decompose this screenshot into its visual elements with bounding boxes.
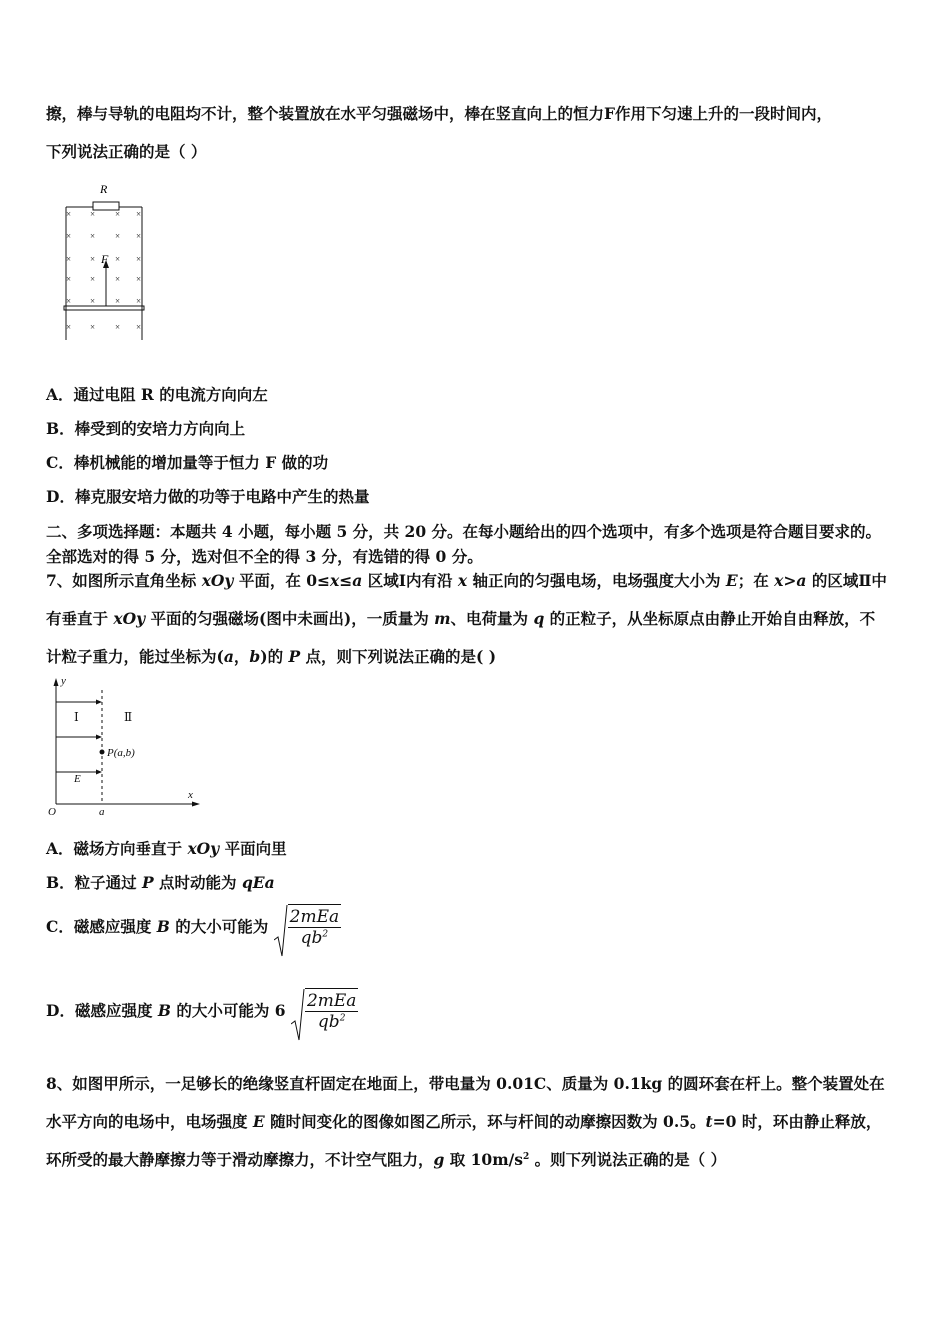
section2-header-line1: 二、多项选择题：本题共 4 小题，每小题 5 分，共 20 分。在每小题给出的四个选项中，有多个选项是符合题目要求的。 (46, 522, 882, 541)
q7-option-a: A．磁场方向垂直于 xOy 平面向里 (46, 839, 287, 858)
q7-fig-y-label: y (61, 676, 66, 687)
svg-text:×: × (90, 231, 96, 241)
svg-text:×: × (90, 209, 96, 219)
svg-text:×: × (90, 296, 96, 306)
svg-text:×: × (136, 296, 142, 306)
q6-fig-label-F: F (101, 252, 109, 266)
svg-text:×: × (66, 209, 72, 219)
svg-text:×: × (115, 231, 121, 241)
svg-text:×: × (136, 322, 142, 332)
q7-option-b: B．粒子通过 P 点时动能为 qEa (46, 873, 275, 892)
q8-stem-line1: 8、如图甲所示，一足够长的绝缘竖直杆固定在地面上，带电量为 0.01C、质量为 0.1kg 的圆环套在杆上。整个装置处在 (46, 1074, 885, 1093)
q6-fig-label-R: R (100, 182, 108, 196)
svg-text:×: × (66, 231, 72, 241)
q6-option-a: A．通过电阻 R 的电流方向向左 (46, 385, 268, 404)
q7-fig-x-label: x (188, 789, 193, 801)
q7-fig-origin-label: O (48, 806, 56, 818)
svg-text:×: × (90, 322, 96, 332)
svg-text:×: × (90, 274, 96, 284)
q7-figure-coordinate-regions (44, 676, 204, 821)
q7-fig-a-label: a (99, 806, 105, 818)
svg-text:×: × (115, 274, 121, 284)
q8-stem-line3: 环所受的最大静摩擦力等于滑动摩擦力，不计空气阻力，g 取 $10m/s^2$ 。则下列说法正确的是（ ） (46, 1150, 727, 1169)
q6-option-b: B．棒受到的安培力方向向上 (46, 419, 246, 438)
svg-text:×: × (115, 209, 121, 219)
q7-stem-line2: 有垂直于 xOy 平面的匀强磁场(图中未画出)，一质量为 m、电荷量为 q 的正粒子，从坐标原点由静止开始自由释放，不 (46, 609, 876, 628)
q6-figure-rail-circuit (55, 178, 155, 344)
q7-fig-region2-label: Ⅱ (124, 710, 133, 724)
svg-text:×: × (115, 296, 121, 306)
q8-stem-line2: 水平方向的电场中，电场强度 E 随时间变化的图像如图乙所示，环与杆间的动摩擦因数为 0.5。t=0 时，环由静止释放， (46, 1112, 882, 1131)
svg-text:×: × (136, 254, 142, 264)
q7-option-d-sqrt-expression: $\frac{\text{2mEa}}{qb^2}$ (291, 988, 358, 1032)
svg-text:×: × (136, 231, 142, 241)
q7-option-c-sqrt-expression: $\frac{\text{2mEa}}{qb^2}$ (274, 904, 341, 948)
section2-header-line2: 全部选对的得 5 分，选对但不全的得 3 分，有选错的得 0 分。 (46, 547, 483, 566)
q7-option-c: C．磁感应强度 B 的大小可能为 $\frac{\text{2mEa}}{qb^2}$ (46, 904, 341, 948)
svg-text:×: × (136, 274, 142, 284)
q7-fig-region1-label: Ⅰ (74, 710, 79, 724)
svg-text:×: × (66, 274, 72, 284)
svg-text:×: × (115, 322, 121, 332)
q7-stem-line3: 计粒子重力，能过坐标为(a，b)的 P 点，则下列说法正确的是( ) (46, 647, 497, 666)
q7-stem-line1: 7、如图所示直角坐标 xOy 平面，在 0≤x≤a 区域Ⅰ内有沿 x 轴正向的匀强电场，电场强度大小为 E；在 x>a 的区域Ⅱ中 (46, 571, 887, 590)
svg-text:×: × (115, 254, 121, 264)
q7-fig-e-label: E (74, 773, 81, 785)
q7-fig-p-label: P(a,b) (107, 747, 135, 759)
svg-text:×: × (66, 296, 72, 306)
q6-option-c: C．棒机械能的增加量等于恒力 F 做的功 (46, 453, 329, 472)
q6-intro-line2: 下列说法正确的是（ ） (46, 142, 207, 161)
q7-option-d: D．磁感应强度 B 的大小可能为 6 $\frac{\text{2mEa}}{qb^2}$ (46, 988, 358, 1032)
q6-option-d: D．棒克服安培力做的功等于电路中产生的热量 (46, 487, 370, 506)
q6-intro-line1: 擦，棒与导轨的电阻均不计，整个装置放在水平匀强磁场中，棒在竖直向上的恒力F作用下匀速上升的一段时间内， (46, 104, 833, 123)
svg-text:×: × (66, 254, 72, 264)
svg-text:×: × (66, 322, 72, 332)
svg-text:×: × (90, 254, 96, 264)
svg-text:×: × (136, 209, 142, 219)
